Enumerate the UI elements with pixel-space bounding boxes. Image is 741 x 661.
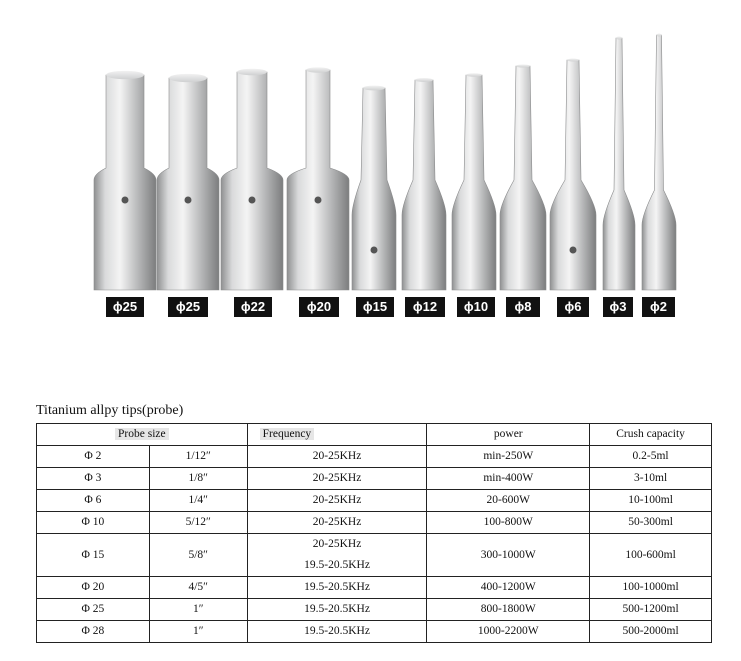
cell-size: Φ 28 [37,621,150,643]
probe-label-10: ϕ3 [603,297,633,317]
frequency-value: 20-25KHz [312,538,362,550]
cell-crush-capacity: 10-100ml [590,490,712,512]
table-row [37,490,712,512]
probe-label-2: ϕ25 [168,297,208,317]
cell-frequency [247,577,427,599]
cell-inch: 4/5″ [149,577,247,599]
cell-crush-capacity: 50-300ml [590,512,712,534]
table-row [37,621,712,643]
table-row [37,599,712,621]
cell-power: min-250W [427,446,590,468]
probe-label-4: ϕ20 [299,297,339,317]
frequency-value: 20-25KHz [312,450,362,462]
cell-frequency [247,468,427,490]
cell-power: 300-1000W [427,534,590,577]
probe-label-3: ϕ22 [234,297,272,317]
cell-inch: 5/8″ [149,534,247,577]
probe-photo [0,0,741,330]
cell-power: 800-1800W [427,599,590,621]
cell-crush-capacity: 100-1000ml [590,577,712,599]
cell-size: Φ 3 [37,468,150,490]
cell-frequency [247,621,427,643]
cell-crush-capacity: 3-10ml [590,468,712,490]
probe-label-9: ϕ6 [557,297,589,317]
cell-frequency [247,446,427,468]
table-row [37,446,712,468]
header-power: power [427,424,590,446]
cell-frequency [247,534,427,577]
probe-2 [157,74,219,290]
probe-10 [603,37,635,291]
header-probe-size: Probe size [37,424,248,446]
cell-inch: 5/12″ [149,512,247,534]
probe-11 [642,34,676,291]
table-row [37,534,712,577]
probe-label-6: ϕ12 [405,297,445,317]
probe-3 [221,69,283,290]
probe-4 [287,67,349,290]
cell-crush-capacity: 500-2000ml [590,621,712,643]
probe-label-7: ϕ10 [457,297,495,317]
frequency-value: 19.5-20.5KHz [304,559,370,571]
cell-power: 20-600W [427,490,590,512]
cell-power: 100-800W [427,512,590,534]
cell-size: Φ 6 [37,490,150,512]
table-row [37,468,712,490]
frequency-value: 20-25KHz [312,494,362,506]
probe-7 [452,73,496,290]
probe-5 [352,86,396,290]
probe-label-5: ϕ15 [356,297,394,317]
cell-size: Φ 10 [37,512,150,534]
frequency-value: 20-25KHz [312,516,362,528]
cell-power: min-400W [427,468,590,490]
table-row [37,577,712,599]
cell-frequency [247,599,427,621]
cell-crush-capacity: 100-600ml [590,534,712,577]
cell-inch: 1/8″ [149,468,247,490]
table-header-row [37,424,712,446]
frequency-value: 19.5-20.5KHz [304,625,370,637]
frequency-value: 20-25KHz [312,472,362,484]
cell-size: Φ 20 [37,577,150,599]
cell-size: Φ 25 [37,599,150,621]
spec-table [36,423,712,643]
probe-8 [500,64,546,290]
cell-inch: 1/4″ [149,490,247,512]
cell-size: Φ 2 [37,446,150,468]
cell-frequency [247,490,427,512]
probe-label-11: ϕ2 [642,297,675,317]
frequency-value: 19.5-20.5KHz [304,603,370,615]
header-frequency: Frequency [247,424,427,446]
cell-crush-capacity: 0.2-5ml [590,446,712,468]
table-caption: Titanium allpy tips(probe) [36,403,184,418]
table-row [37,512,712,534]
probe-1 [94,71,156,290]
cell-inch: 1/12″ [149,446,247,468]
frequency-value: 19.5-20.5KHz [304,581,370,593]
probe-9 [550,59,596,291]
header-crush-capacity: Crush capacity [590,424,712,446]
cell-inch: 1″ [149,599,247,621]
probe-label-1: ϕ25 [106,297,144,317]
probe-6 [402,78,446,290]
cell-power: 400-1200W [427,577,590,599]
cell-inch: 1″ [149,621,247,643]
cell-crush-capacity: 500-1200ml [590,599,712,621]
cell-frequency [247,512,427,534]
cell-power: 1000-2200W [427,621,590,643]
probe-label-8: ϕ8 [506,297,540,317]
cell-size: Φ 15 [37,534,150,577]
